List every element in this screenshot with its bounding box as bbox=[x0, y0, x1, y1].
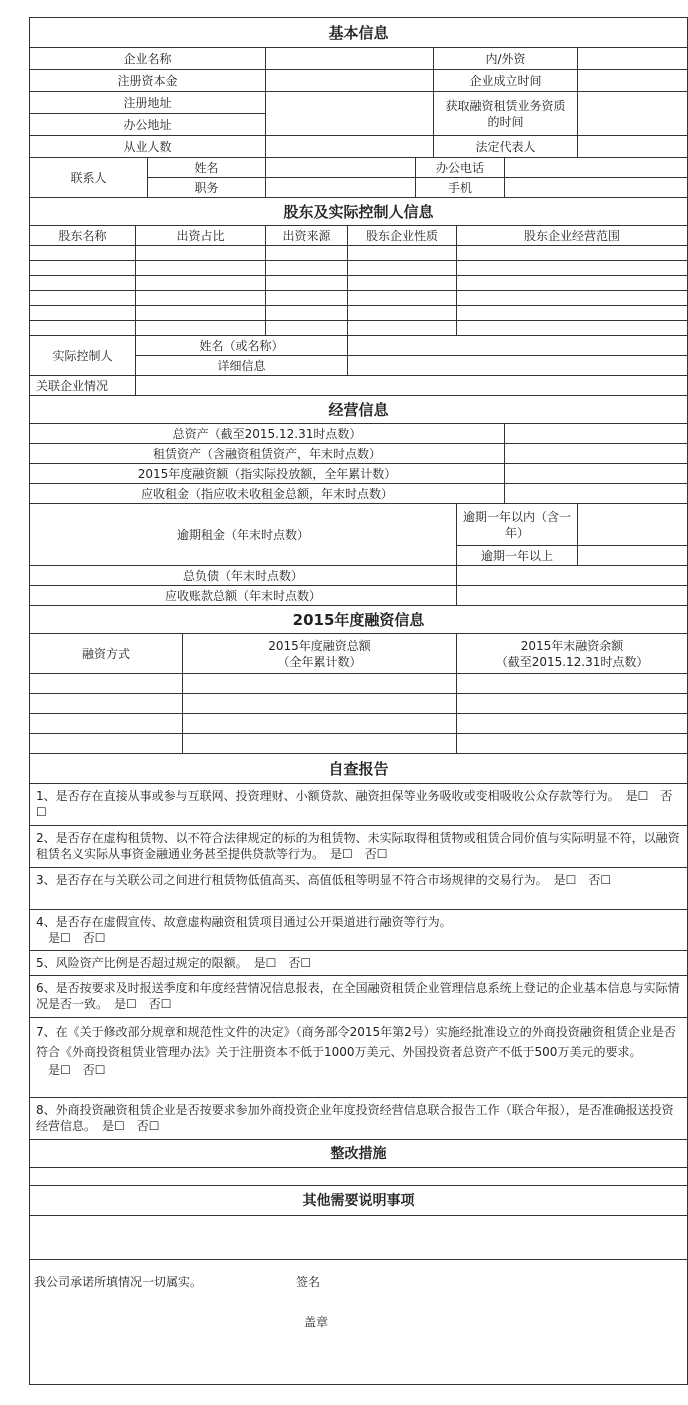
form-table bbox=[29, 17, 688, 1385]
blank-cell[interactable] bbox=[183, 714, 457, 734]
blank-cell[interactable] bbox=[136, 306, 266, 321]
self-check-item-2: 2、是否存在虚构租赁物、以不符合法律规定的标的为租赁物、未实际取得租赁物或租赁合同价值与实际明显不符，以融资租赁名义实际从事资金融通业务甚至提供贷款等行为。 是☐ 否☐ bbox=[30, 826, 688, 868]
value-accounts-receivable[interactable] bbox=[457, 586, 688, 606]
header-financing-method: 融资方式 bbox=[30, 634, 183, 674]
label-qualification-time: 获取融资租赁业务资质的时间 bbox=[434, 92, 578, 136]
blank-cell[interactable] bbox=[457, 674, 688, 694]
blank-cell[interactable] bbox=[136, 276, 266, 291]
value-total-liabilities[interactable] bbox=[457, 566, 688, 586]
section-title-financing: 2015年度融资信息 bbox=[30, 606, 688, 634]
self-check-item-5: 5、风险资产比例是否超过规定的限额。 是☐ 否☐ bbox=[30, 951, 688, 976]
value-registered-address[interactable] bbox=[266, 92, 434, 136]
table-row bbox=[30, 276, 688, 291]
label-domestic-foreign: 内/外资 bbox=[434, 48, 578, 70]
section-title-shareholders: 股东及实际控制人信息 bbox=[30, 198, 688, 226]
blank-cell[interactable] bbox=[136, 246, 266, 261]
blank-cell[interactable] bbox=[30, 306, 136, 321]
blank-cell[interactable] bbox=[266, 261, 348, 276]
value-position[interactable] bbox=[266, 178, 416, 198]
blank-cell[interactable] bbox=[183, 734, 457, 754]
value-controller-detail[interactable] bbox=[348, 356, 688, 376]
self-check-item-3: 3、是否存在与关联公司之间进行租赁物低值高买、高值低租等明显不符合市场规律的交易行为。 是☐ 否☐ bbox=[30, 868, 688, 910]
self-check-item-8: 8、外商投资融资租赁企业是否按要求参加外商投资企业年度投资经营信息联合报告工作（联合年报），是否准确报送投资经营信息。 是☐ 否☐ bbox=[30, 1098, 688, 1140]
label-contact: 联系人 bbox=[30, 158, 148, 198]
blank-cell[interactable] bbox=[457, 694, 688, 714]
label-employees: 从业人数 bbox=[30, 136, 266, 158]
label-actual-controller: 实际控制人 bbox=[30, 336, 136, 376]
section-title-rectification: 整改措施 bbox=[30, 1140, 688, 1168]
table-row bbox=[30, 694, 688, 714]
label-total-assets: 总资产（截至2015.12.31时点数） bbox=[30, 424, 505, 444]
label-overdue-rent: 逾期租金（年末时点数） bbox=[30, 504, 457, 566]
blank-cell[interactable] bbox=[136, 291, 266, 306]
blank-cell[interactable] bbox=[348, 306, 457, 321]
blank-cell[interactable] bbox=[457, 306, 688, 321]
section-title-self-check: 自查报告 bbox=[30, 754, 688, 784]
blank-cell[interactable] bbox=[348, 261, 457, 276]
blank-cell[interactable] bbox=[30, 246, 136, 261]
self-check-item-4 bbox=[30, 910, 688, 951]
blank-cell[interactable] bbox=[266, 246, 348, 261]
blank-cell[interactable] bbox=[266, 306, 348, 321]
label-lease-assets: 租赁资产（含融资租赁资产，年末时点数） bbox=[30, 444, 505, 464]
label-office-address: 办公地址 bbox=[30, 114, 266, 136]
label-rent-receivable: 应收租金（指应收未收租金总额，年末时点数） bbox=[30, 484, 505, 504]
blank-cell[interactable] bbox=[457, 734, 688, 754]
label-financing-2015: 2015年度融资额（指实际投放额，全年累计数） bbox=[30, 464, 505, 484]
header-business-scope: 股东企业经营范围 bbox=[457, 226, 688, 246]
label-position: 职务 bbox=[148, 178, 266, 198]
blank-cell[interactable] bbox=[266, 276, 348, 291]
table-row bbox=[30, 261, 688, 276]
blank-cell[interactable] bbox=[457, 714, 688, 734]
label-contact-name: 姓名 bbox=[148, 158, 266, 178]
label-legal-rep: 法定代表人 bbox=[434, 136, 578, 158]
report-form bbox=[29, 17, 680, 1385]
self-check-item-4-text: 4、是否存在虚假宣传、故意虚构融资租赁项目通过公开渠道进行融资等行为。 bbox=[36, 915, 452, 929]
value-total-assets[interactable] bbox=[505, 424, 688, 444]
table-row bbox=[30, 674, 688, 694]
table-row bbox=[30, 321, 688, 336]
blank-cell[interactable] bbox=[457, 291, 688, 306]
label-overdue-within-year: 逾期一年以内（含一年） bbox=[457, 504, 578, 546]
value-lease-assets[interactable] bbox=[505, 444, 688, 464]
label-company-name: 企业名称 bbox=[30, 48, 266, 70]
value-overdue-within-year[interactable] bbox=[578, 504, 688, 546]
self-check-item-7-text: 7、在《关于修改部分规章和规范性文件的决定》（商务部令2015年第2号）实施经批准设立的外商投资融资租赁企业是否符合《外商投资租赁业管理办法》关于注册资本不低于1000万美元、外国投资者总资产不低于500万美元的要求。 bbox=[36, 1025, 676, 1059]
header-shareholder-nature: 股东企业性质 bbox=[348, 226, 457, 246]
self-check-item-7 bbox=[30, 1018, 688, 1098]
label-controller-name: 姓名（或名称） bbox=[136, 336, 348, 356]
value-contact-name[interactable] bbox=[266, 158, 416, 178]
label-registered-address: 注册地址 bbox=[30, 92, 266, 114]
table-row bbox=[30, 306, 688, 321]
self-check-item-7-options[interactable]: 是☐ 否☐ bbox=[48, 1063, 106, 1077]
blank-cell[interactable] bbox=[457, 246, 688, 261]
pledge-block bbox=[30, 1260, 688, 1385]
blank-cell[interactable] bbox=[183, 674, 457, 694]
blank-cell[interactable] bbox=[266, 321, 348, 336]
table-row bbox=[30, 246, 688, 261]
label-total-liabilities: 总负债（年末时点数） bbox=[30, 566, 457, 586]
header-capital-source: 出资来源 bbox=[266, 226, 348, 246]
section-title-operation: 经营信息 bbox=[30, 396, 688, 424]
header-financing-balance bbox=[457, 634, 688, 674]
label-overdue-over-year: 逾期一年以上 bbox=[457, 546, 578, 566]
table-row bbox=[30, 734, 688, 754]
value-controller-name[interactable] bbox=[348, 336, 688, 356]
label-office-phone: 办公电话 bbox=[416, 158, 505, 178]
value-legal-rep[interactable] bbox=[578, 136, 688, 158]
value-company-name[interactable] bbox=[266, 48, 434, 70]
blank-cell[interactable] bbox=[457, 321, 688, 336]
header-financing-total-line1: 2015年度融资总额 bbox=[268, 638, 371, 653]
blank-cell[interactable] bbox=[348, 321, 457, 336]
blank-cell[interactable] bbox=[30, 291, 136, 306]
seal-label: 盖章 bbox=[304, 1315, 329, 1329]
section-title-other: 其他需要说明事项 bbox=[30, 1186, 688, 1216]
value-office-phone[interactable] bbox=[505, 158, 688, 178]
blank-cell[interactable] bbox=[136, 321, 266, 336]
value-established-time[interactable] bbox=[578, 70, 688, 92]
value-employees[interactable] bbox=[266, 136, 434, 158]
blank-cell[interactable] bbox=[30, 261, 136, 276]
blank-cell[interactable] bbox=[136, 261, 266, 276]
blank-cell[interactable] bbox=[457, 261, 688, 276]
value-mobile[interactable] bbox=[505, 178, 688, 198]
header-shareholder-name: 股东名称 bbox=[30, 226, 136, 246]
blank-cell[interactable] bbox=[348, 246, 457, 261]
value-rent-receivable[interactable] bbox=[505, 484, 688, 504]
section-title-basic: 基本信息 bbox=[30, 18, 688, 48]
value-registered-capital[interactable] bbox=[266, 70, 434, 92]
header-financing-total-line2: （全年累计数） bbox=[277, 654, 362, 669]
value-domestic-foreign[interactable] bbox=[578, 48, 688, 70]
value-qualification-time[interactable] bbox=[578, 92, 688, 136]
blank-cell[interactable] bbox=[348, 291, 457, 306]
header-financing-balance-line2: （截至2015.12.31时点数） bbox=[495, 654, 649, 669]
self-check-item-4-options[interactable]: 是☐ 否☐ bbox=[48, 931, 106, 945]
blank-cell[interactable] bbox=[30, 321, 136, 336]
blank-cell[interactable] bbox=[30, 734, 183, 754]
header-capital-ratio: 出资占比 bbox=[136, 226, 266, 246]
self-check-item-1: 1、是否存在直接从事或参与互联网、投资理财、小额贷款、融资担保等业务吸收或变相吸收公众存款等行为。 是☐ 否☐ bbox=[30, 784, 688, 826]
signature-label: 签名 bbox=[296, 1275, 321, 1289]
label-mobile: 手机 bbox=[416, 178, 505, 198]
blank-cell[interactable] bbox=[30, 276, 136, 291]
blank-cell[interactable] bbox=[348, 276, 457, 291]
blank-cell[interactable] bbox=[30, 674, 183, 694]
value-rectification[interactable] bbox=[30, 1168, 688, 1186]
blank-cell[interactable] bbox=[457, 276, 688, 291]
label-related-companies: 关联企业情况 bbox=[30, 376, 136, 396]
value-financing-2015[interactable] bbox=[505, 464, 688, 484]
label-accounts-receivable: 应收账款总额（年末时点数） bbox=[30, 586, 457, 606]
value-overdue-over-year[interactable] bbox=[578, 546, 688, 566]
label-registered-capital: 注册资本金 bbox=[30, 70, 266, 92]
header-financing-balance-line1: 2015年末融资余额 bbox=[520, 638, 624, 653]
table-row bbox=[30, 714, 688, 734]
value-related-companies[interactable] bbox=[136, 376, 688, 396]
header-financing-total bbox=[183, 634, 457, 674]
label-established-time: 企业成立时间 bbox=[434, 70, 578, 92]
pledge-text: 我公司承诺所填情况一切属实。 bbox=[34, 1275, 203, 1289]
value-other-notes[interactable] bbox=[30, 1216, 688, 1260]
blank-cell[interactable] bbox=[30, 714, 183, 734]
table-row bbox=[30, 291, 688, 306]
blank-cell[interactable] bbox=[30, 694, 183, 714]
self-check-item-6: 6、是否按要求及时报送季度和年度经营情况信息报表，在全国融资租赁企业管理信息系统上登记的企业基本信息与实际情况是否一致。 是☐ 否☐ bbox=[30, 976, 688, 1018]
blank-cell[interactable] bbox=[266, 291, 348, 306]
label-controller-detail: 详细信息 bbox=[136, 356, 348, 376]
blank-cell[interactable] bbox=[183, 694, 457, 714]
